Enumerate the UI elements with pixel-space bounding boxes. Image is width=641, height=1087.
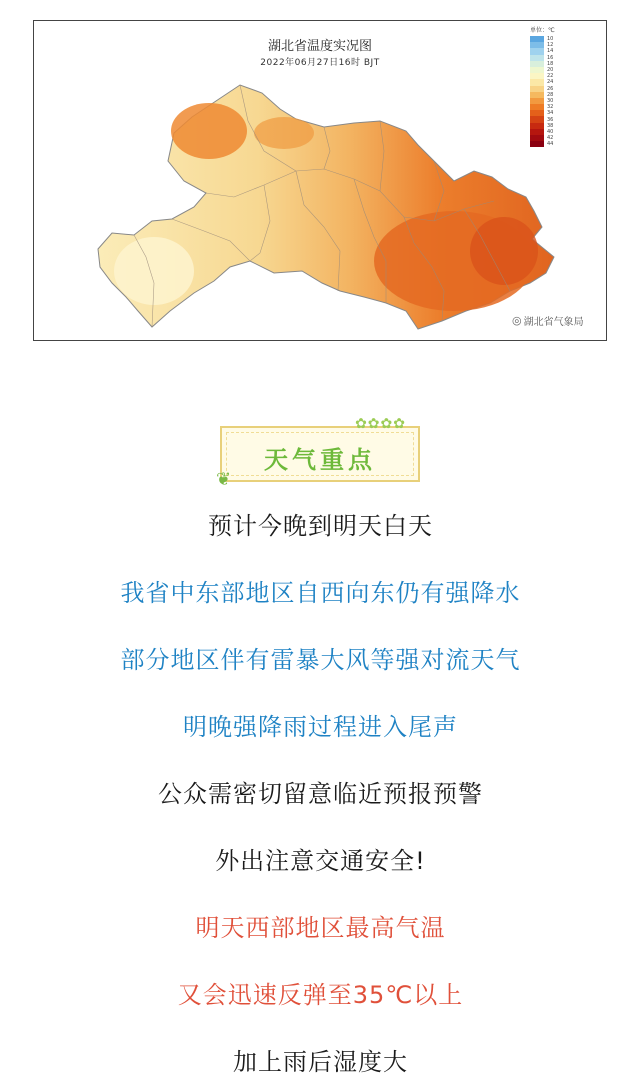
text-line-3: 部分地区伴有雷暴大风等强对流天气 [120, 646, 521, 674]
watermark [512, 313, 584, 328]
legend-row [530, 141, 570, 147]
text-line-4: 明晚强降雨过程进入尾声 [183, 713, 458, 741]
temperature-map [33, 20, 607, 341]
legend-label: 20 [547, 67, 554, 74]
leaf-decoration-icon: ❦ [216, 469, 232, 490]
legend-label: 26 [547, 85, 554, 92]
legend-label: 44 [547, 141, 554, 148]
legend-label: 24 [547, 79, 554, 86]
legend-label: 38 [547, 122, 554, 129]
legend-label: 18 [547, 60, 554, 67]
weather-focus-badge [216, 416, 424, 490]
badge-title: 天气重点 [264, 446, 376, 474]
hubei-map-graphic [34, 21, 608, 342]
map-subtitle: 2022年06月27日16时 BJT [260, 58, 380, 68]
legend-label: 16 [547, 54, 554, 61]
text-line-2: 我省中东部地区自西向东仍有强降水 [120, 579, 521, 607]
text-line-7: 明天西部地区最高气温 [195, 914, 446, 942]
weibo-icon: ◎ [512, 314, 522, 327]
text-line-8: 又会迅速反弹至35℃以上 [177, 981, 464, 1009]
legend-label: 10 [547, 36, 554, 43]
legend-label: 14 [547, 48, 554, 55]
legend-label: 30 [547, 97, 554, 104]
text-line-5: 公众需密切留意临近预报预警 [158, 780, 483, 808]
map-title: 湖北省温度实况图 [267, 39, 372, 54]
text-line-1: 预计今晚到明天白天 [208, 512, 433, 540]
legend-label: 36 [547, 116, 554, 123]
temperature-legend [530, 25, 570, 147]
flower-decoration-icon: ✿✿✿✿ [355, 416, 406, 432]
legend-unit: 单位：℃ [530, 27, 555, 34]
legend-label: 42 [547, 135, 554, 142]
text-line-6: 外出注意交通安全! [215, 847, 426, 875]
legend-label: 28 [547, 91, 554, 98]
watermark-text: 湖北省气象局 [523, 317, 584, 328]
legend-label: 22 [547, 73, 554, 80]
legend-label: 34 [547, 110, 554, 117]
legend-label: 12 [547, 42, 554, 49]
legend-label: 40 [547, 128, 554, 135]
text-line-9: 加上雨后湿度大 [233, 1048, 408, 1076]
badge-frame [220, 426, 420, 482]
legend-label: 32 [547, 104, 554, 111]
legend-swatch [530, 141, 544, 147]
